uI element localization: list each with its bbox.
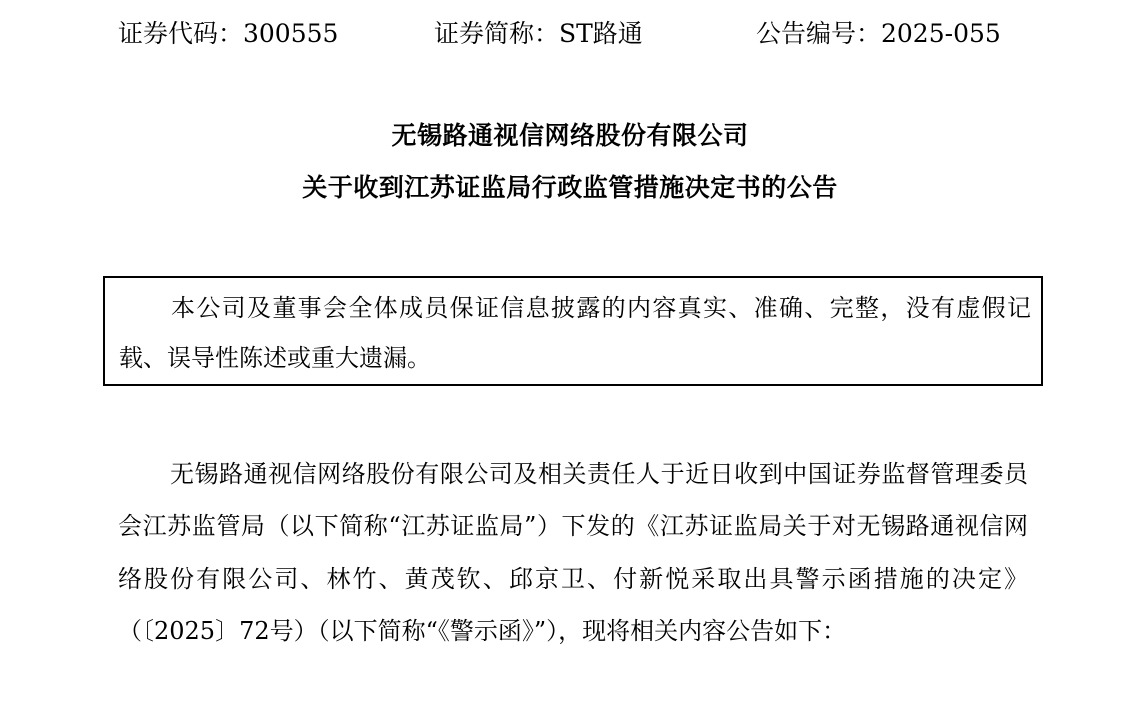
body-paragraph: 无锡路通视信网络股份有限公司及相关责任人于近日收到中国证券监督管理委员会江苏监管局（以下简称“江苏证监局”）下发的《江苏证监局关于对无锡路通视信网络股份有限公司、林竹、黄茂钦、邱京卫、付新悦采取出具警示函措施的决定》（〔2025〕72号）（以下简称“《警示函》”），现将相关内容公告如下： — [118, 460, 1028, 646]
disclosure-statement-box — [103, 276, 1043, 386]
company-name-title: 无锡路通视信网络股份有限公司 — [391, 121, 749, 150]
disclosure-statement: 本公司及董事会全体成员保证信息披露的内容真实、准确、完整，没有虚假记载、误导性陈述或重大遗漏。 — [119, 294, 1031, 372]
security-abbreviation: 证券简称：ST路通 — [434, 19, 643, 48]
document-header — [0, 14, 1140, 54]
security-code: 证券代码：300555 — [118, 19, 339, 48]
announcement-number: 公告编号：2025-055 — [756, 19, 1001, 48]
announcement-subject-title: 关于收到江苏证监局行政监管措施决定书的公告 — [302, 173, 838, 202]
